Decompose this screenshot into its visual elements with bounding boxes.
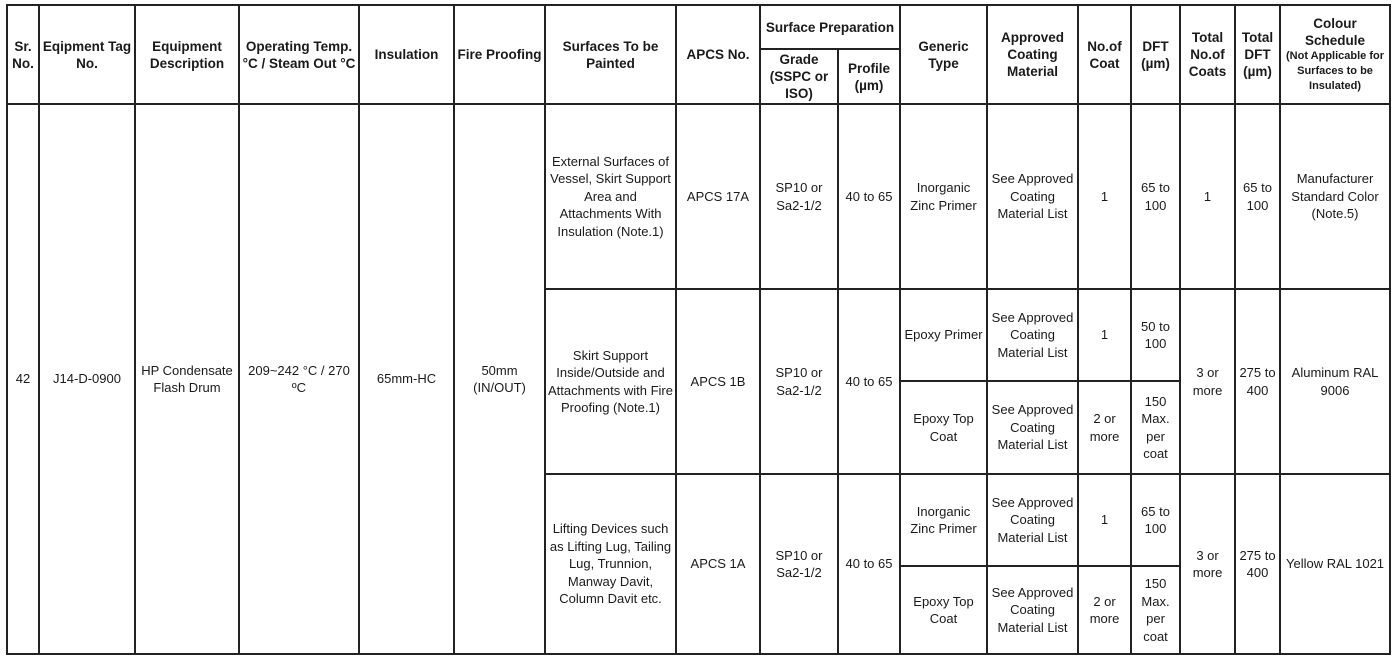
table-row xyxy=(7,104,1390,289)
header-surface-preparation: Surface Preparation xyxy=(760,5,900,49)
header-generic-type: Generic Type xyxy=(900,5,987,104)
fire-proofing-cell: 50mm (IN/OUT) xyxy=(454,104,545,654)
header-apcs-no: APCS No. xyxy=(676,5,760,104)
header-no-of-coat: No.of Coat xyxy=(1078,5,1131,104)
apcs-cell: APCS 1B xyxy=(676,289,760,474)
surface-cell: Skirt Support Inside/Outside and Attachments with Fire Proofing (Note.1) xyxy=(545,289,676,474)
apcs-cell: APCS 1A xyxy=(676,474,760,654)
dft-cell: 50 to 100 xyxy=(1131,289,1180,381)
approved-material-cell: See Approved Coating Material List xyxy=(987,566,1078,654)
surface-cell: Lifting Devices such as Lifting Lug, Tailing Lug, Trunnion, Manway Davit, Column Davit etc. xyxy=(545,474,676,654)
painting-schedule-table xyxy=(6,4,1391,655)
operating-temp-cell: 209~242 °C / 270 ºC xyxy=(239,104,359,654)
profile-cell: 40 to 65 xyxy=(838,289,900,474)
dft-cell: 150 Max. per coat xyxy=(1131,381,1180,474)
approved-material-cell: See Approved Coating Material List xyxy=(987,289,1078,381)
total-coats-cell: 3 or more xyxy=(1180,289,1235,474)
colour-cell: Yellow RAL 1021 xyxy=(1280,474,1390,654)
no-of-coat-cell: 1 xyxy=(1078,474,1131,566)
approved-material-cell: See Approved Coating Material List xyxy=(987,474,1078,566)
sr-no-cell: 42 xyxy=(7,104,39,654)
no-of-coat-cell: 1 xyxy=(1078,104,1131,289)
grade-cell: SP10 or Sa2-1/2 xyxy=(760,474,838,654)
no-of-coat-cell: 1 xyxy=(1078,289,1131,381)
generic-type-cell: Inorganic Zinc Primer xyxy=(900,104,987,289)
approved-material-cell: See Approved Coating Material List xyxy=(987,104,1078,289)
profile-cell: 40 to 65 xyxy=(838,104,900,289)
surface-cell: External Surfaces of Vessel, Skirt Support Area and Attachments With Insulation (Note.1) xyxy=(545,104,676,289)
header-sr-no: Sr. No. xyxy=(7,5,39,104)
tag-no-cell: J14-D-0900 xyxy=(39,104,135,654)
dft-cell: 65 to 100 xyxy=(1131,474,1180,566)
generic-type-cell: Epoxy Top Coat xyxy=(900,381,987,474)
grade-cell: SP10 or Sa2-1/2 xyxy=(760,104,838,289)
colour-cell: Aluminum RAL 9006 xyxy=(1280,289,1390,474)
header-tag-no: Eqipment Tag No. xyxy=(39,5,135,104)
header-profile: Profile (µm) xyxy=(838,49,900,104)
header-colour-schedule xyxy=(1280,5,1390,104)
header-surfaces: Surfaces To be Painted xyxy=(545,5,676,104)
total-dft-cell: 65 to 100 xyxy=(1235,104,1280,289)
header-grade: Grade (SSPC or ISO) xyxy=(760,49,838,104)
painting-schedule-sheet xyxy=(6,4,1389,656)
header-colour-note: (Not Applicable for Surfaces to be Insulated) xyxy=(1286,50,1384,92)
apcs-cell: APCS 17A xyxy=(676,104,760,289)
generic-type-cell: Inorganic Zinc Primer xyxy=(900,474,987,566)
colour-cell: Manufacturer Standard Color (Note.5) xyxy=(1280,104,1390,289)
header-dft: DFT (µm) xyxy=(1131,5,1180,104)
header-approved-material: Approved Coating Material xyxy=(987,5,1078,104)
header-fire-proofing: Fire Proofing xyxy=(454,5,545,104)
generic-type-cell: Epoxy Top Coat xyxy=(900,566,987,654)
total-dft-cell: 275 to 400 xyxy=(1235,289,1280,474)
total-coats-cell: 3 or more xyxy=(1180,474,1235,654)
header-operating-temp: Operating Temp.°C / Steam Out °C xyxy=(239,5,359,104)
insulation-cell: 65mm-HC xyxy=(359,104,454,654)
dft-cell: 65 to 100 xyxy=(1131,104,1180,289)
header-colour-title: Colour Schedule xyxy=(1305,16,1366,48)
no-of-coat-cell: 2 or more xyxy=(1078,381,1131,474)
generic-type-cell: Epoxy Primer xyxy=(900,289,987,381)
profile-cell: 40 to 65 xyxy=(838,474,900,654)
total-coats-cell: 1 xyxy=(1180,104,1235,289)
header-description: Equipment Description xyxy=(135,5,239,104)
dft-cell: 150 Max. per coat xyxy=(1131,566,1180,654)
grade-cell: SP10 or Sa2-1/2 xyxy=(760,289,838,474)
description-cell: HP Condensate Flash Drum xyxy=(135,104,239,654)
header-total-coats: Total No.of Coats xyxy=(1180,5,1235,104)
approved-material-cell: See Approved Coating Material List xyxy=(987,381,1078,474)
header-insulation: Insulation xyxy=(359,5,454,104)
no-of-coat-cell: 2 or more xyxy=(1078,566,1131,654)
header-total-dft: Total DFT (µm) xyxy=(1235,5,1280,104)
total-dft-cell: 275 to 400 xyxy=(1235,474,1280,654)
